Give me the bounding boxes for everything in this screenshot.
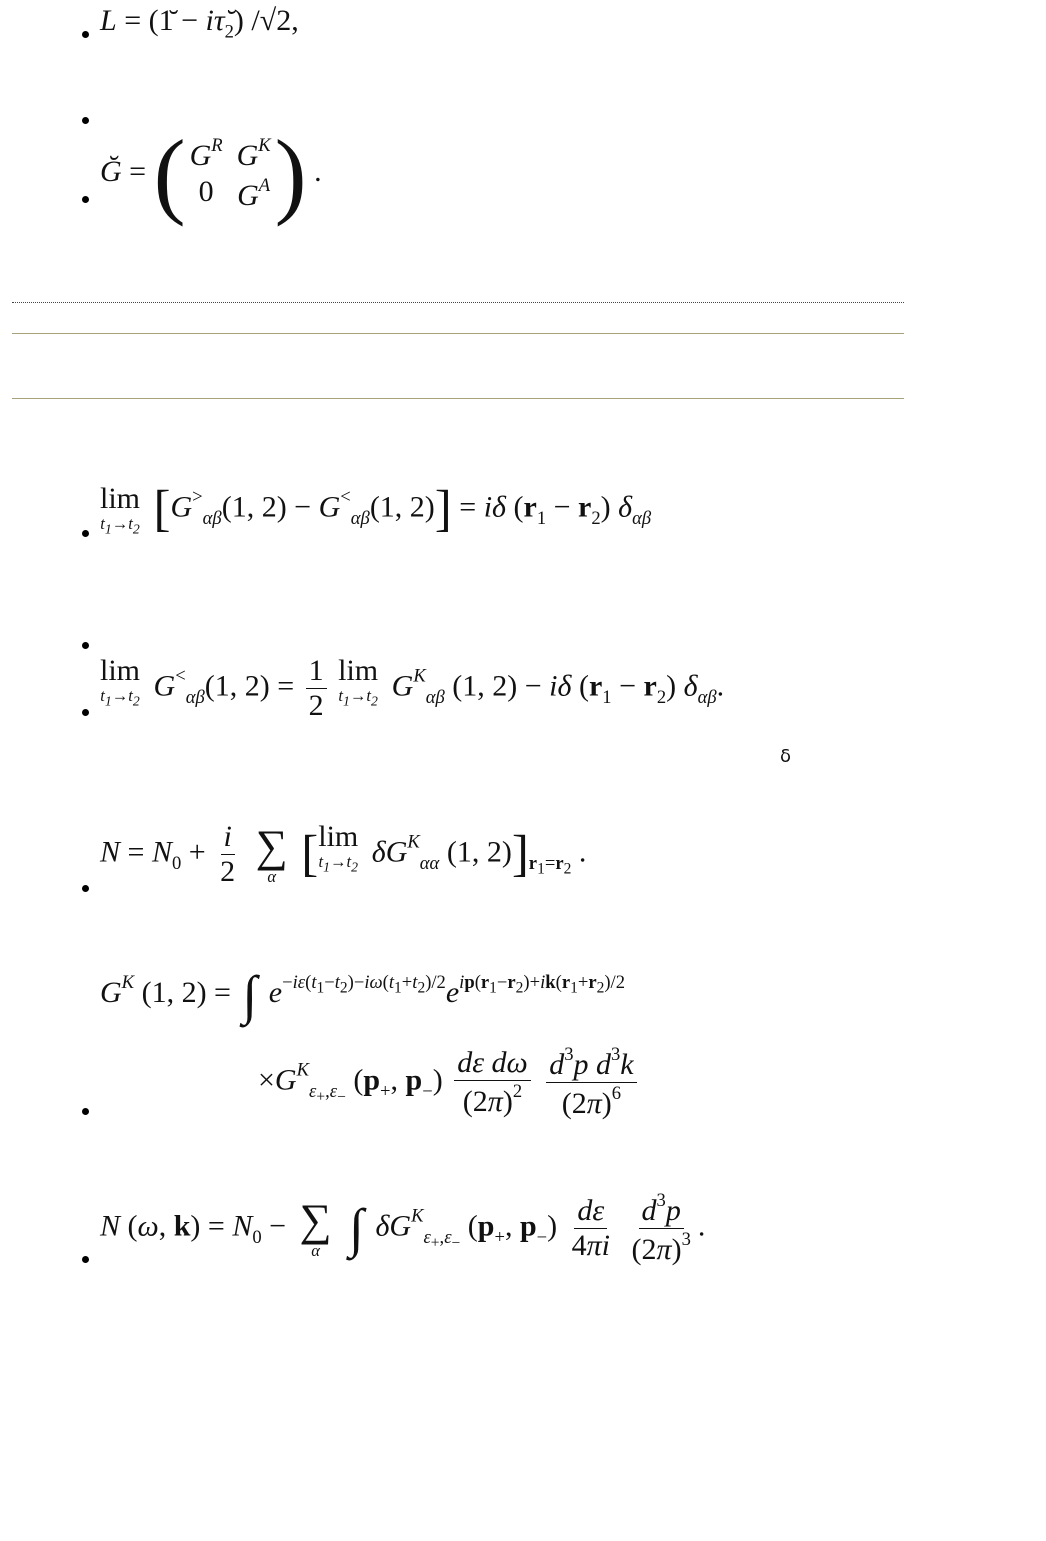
list-bullet xyxy=(82,530,89,537)
divider xyxy=(12,333,904,334)
equation-lim-lesser: lim $t_1\to t_2$ $G^<_{\alpha\beta}(1$, 2) = $\frac{1}{2}$ lim $t_1\to t_2$ $G^K_{\alpha\beta}$ (1, 2) − iδ $(r_1 - r_2)$ $\delta_{\alpha\beta}$. xyxy=(100,654,725,722)
matrix: ( $G^R$ $G^K$ 0 $G^A$ ) xyxy=(153,120,307,227)
list-bullet xyxy=(82,31,89,38)
equation-N-omega-k: N (ω, $k) = N_0$ − ∑ α ∫ $\delta G^K_{\varepsilon_+,\varepsilon_-}$ ($p_+$, $p_-$) $\frac{d\varepsilon}{4\pi i}$ $\frac{d^3p}{(2\pi)^3}$ . xyxy=(100,1190,706,1266)
list-bullet xyxy=(82,709,89,716)
list-bullet xyxy=(82,885,89,892)
divider xyxy=(12,398,904,399)
divider xyxy=(12,302,904,303)
equation-N: $N = N_0$ + $\frac{i}{2}$ ∑ α [ lim $t_1\to t_2$ $\delta G^K_{\alpha\alpha}$ (1, $2)]_{r_1=r_2}$ . xyxy=(100,820,587,888)
list-bullet xyxy=(82,196,89,203)
equation-GK-line1: $G^K$ (1, 2) = ∫ $e^{-i\varepsilon(t_1-t_2)-i\omega(t_1+t_2)/2}e^{ip(r_1-r_2)+ik(r_1+r_2)/2}$ xyxy=(100,965,626,1025)
list-bullet xyxy=(82,1256,89,1263)
list-bullet xyxy=(82,642,89,649)
equation-GK-line2: $\times G^K_{\varepsilon_+,\varepsilon_-}$ ($p_+$, $p_-$) $\frac{\text{dε dω}}{(2\pi)^2}$ $\frac{d^3p d^3k}{(2\pi)^6}$ xyxy=(258,1046,641,1119)
equation-L: L = (1̆ − $i\taŭ_2$) /√2, xyxy=(100,4,299,43)
list-bullet xyxy=(82,1108,89,1115)
equation-G-matrix: Ğ = ( $G^R$ $G^K$ 0 $G^A$ ) . xyxy=(100,120,322,227)
list-bullet xyxy=(82,117,89,124)
equation-lim-difference: lim $t_1\to t_2$ [$G^>_{\alpha\beta}(1$, $2) - G^<_{\alpha\beta}(1$, 2)] = iδ $(r_1 - r_2)$ $\delta_{\alpha\beta}$ xyxy=(100,481,652,537)
delta-symbol: δ xyxy=(780,746,792,767)
